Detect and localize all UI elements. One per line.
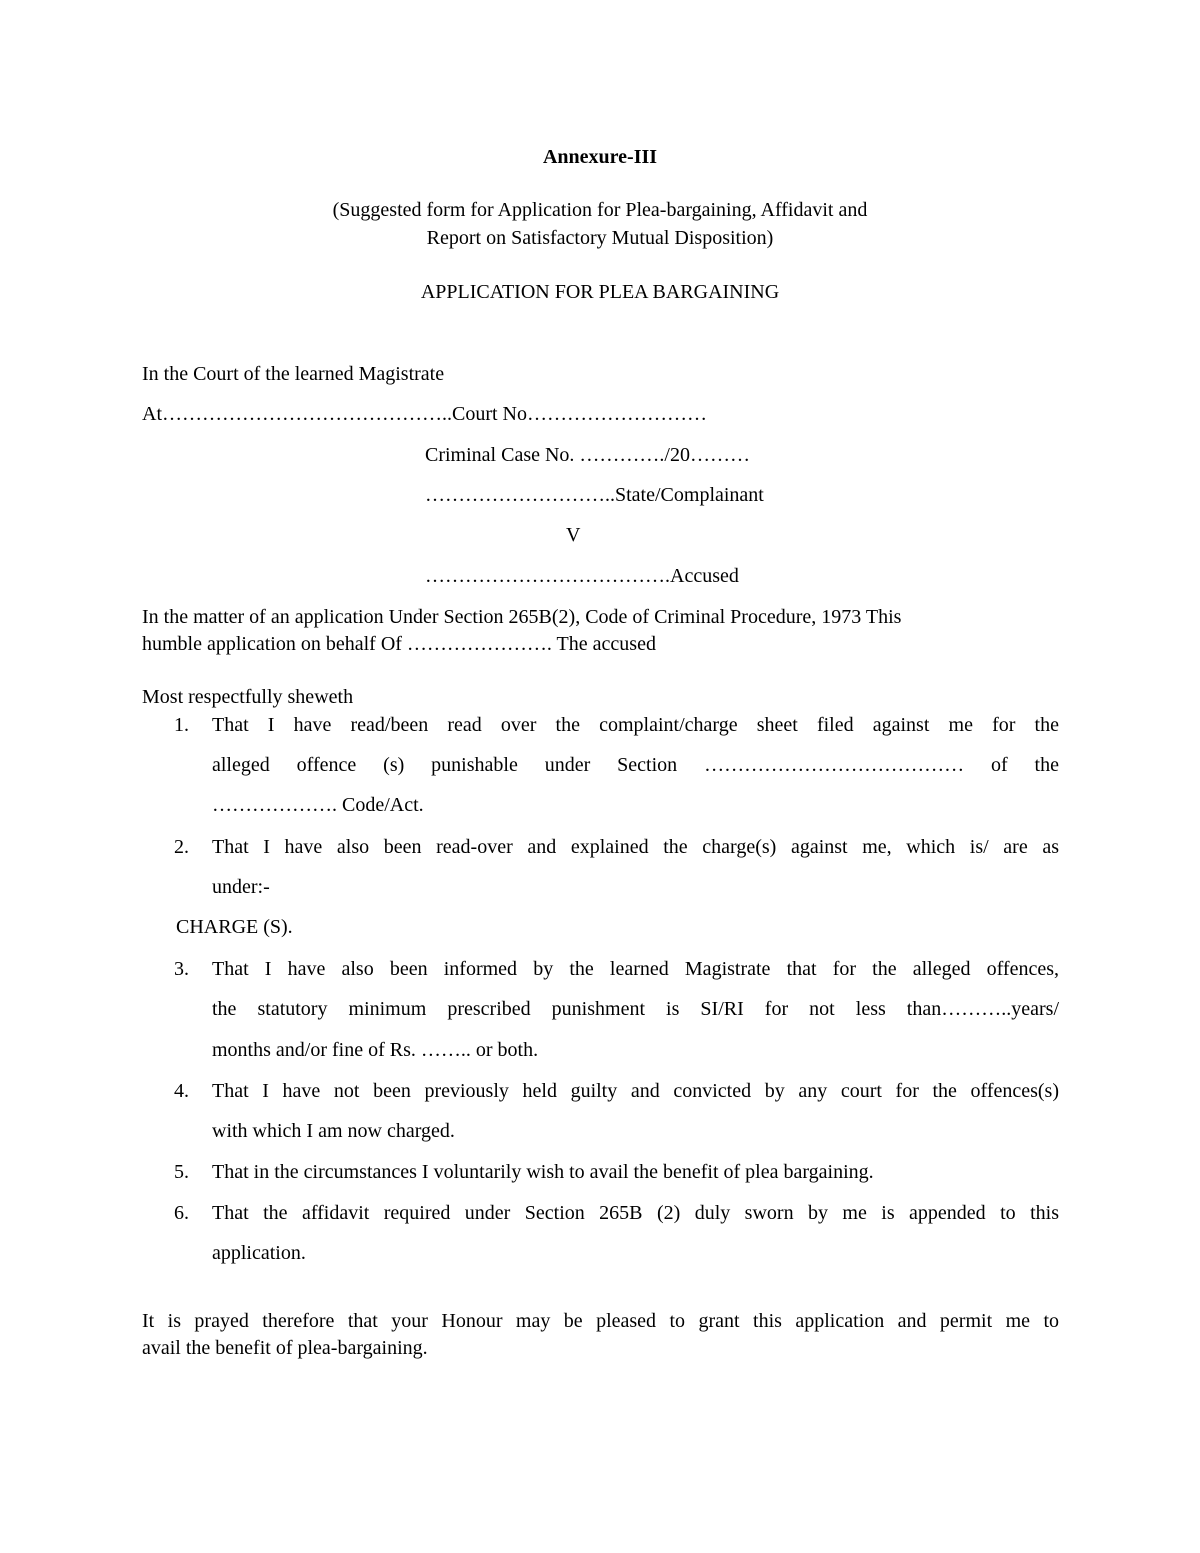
point-1-line-3: ………………. Code/Act. xyxy=(212,794,424,816)
prayer-line-1: It is prayed therefore that your Honour may be pleased to grant this application and permit me to xyxy=(142,1310,1059,1332)
point-number: 4. xyxy=(174,1080,189,1102)
point-5-line-1: That in the circumstances I voluntarily wish to avail the benefit of plea bargaining. xyxy=(212,1161,874,1183)
point-4-line-1: That I have not been previously held guilty and convicted by any court for the offences(s) xyxy=(212,1080,1059,1102)
point-4-line-2: with which I am now charged. xyxy=(212,1120,455,1142)
point-number: 1. xyxy=(174,714,189,736)
matter-line-2: humble application on behalf Of …………………. The accused xyxy=(142,633,656,655)
point-number: 2. xyxy=(174,836,189,858)
point-3-line-1: That I have also been informed by the learned Magistrate that for the alleged offences, xyxy=(212,958,1059,980)
state-complainant: ………………………..State/Complainant xyxy=(425,484,764,506)
point-number: 3. xyxy=(174,958,189,980)
point-6-line-1: That the affidavit required under Section 265B (2) duly sworn by me is appended to this xyxy=(212,1202,1059,1224)
point-6-line-2: application. xyxy=(212,1242,306,1264)
annexure-title: Annexure-III xyxy=(542,146,658,168)
point-number: 6. xyxy=(174,1202,189,1224)
subtitle-line-2: Report on Satisfactory Mutual Disposition) xyxy=(426,227,774,249)
point-3-line-2: the statutory minimum prescribed punishment is SI/RI for not less than………..years/ xyxy=(212,998,1059,1020)
point-1-line-1: That I have read/been read over the complaint/charge sheet filed against me for the xyxy=(212,714,1059,736)
point-2-line-2: under:- xyxy=(212,876,270,898)
court-line: In the Court of the learned Magistrate xyxy=(142,363,445,385)
point-2-line-1: That I have also been read-over and explained the charge(s) against me, which is/ are as xyxy=(212,836,1059,858)
matter-line-1: In the matter of an application Under Section 265B(2), Code of Criminal Procedure, 1973 This xyxy=(142,606,902,628)
point-1-line-2: alleged offence (s) punishable under Section ………………………………… of the xyxy=(212,754,1059,776)
form-title: APPLICATION FOR PLEA BARGAINING xyxy=(420,281,780,303)
point-3-line-3: months and/or fine of Rs. …….. or both. xyxy=(212,1039,539,1061)
accused-line: ……………………………….Accused xyxy=(425,565,739,587)
point-number: 5. xyxy=(174,1161,189,1183)
criminal-case-no: Criminal Case No. …………./20……… xyxy=(425,444,750,466)
opening-line: Most respectfully sheweth xyxy=(142,686,354,708)
charge-label: CHARGE (S). xyxy=(176,916,293,938)
prayer-line-2: avail the benefit of plea-bargaining. xyxy=(142,1337,428,1359)
subtitle-line-1: (Suggested form for Application for Plea-bargaining, Affidavit and xyxy=(332,199,868,221)
court-at-line: At……………………………………..Court No……………………… xyxy=(142,403,707,425)
versus: V xyxy=(566,524,581,546)
